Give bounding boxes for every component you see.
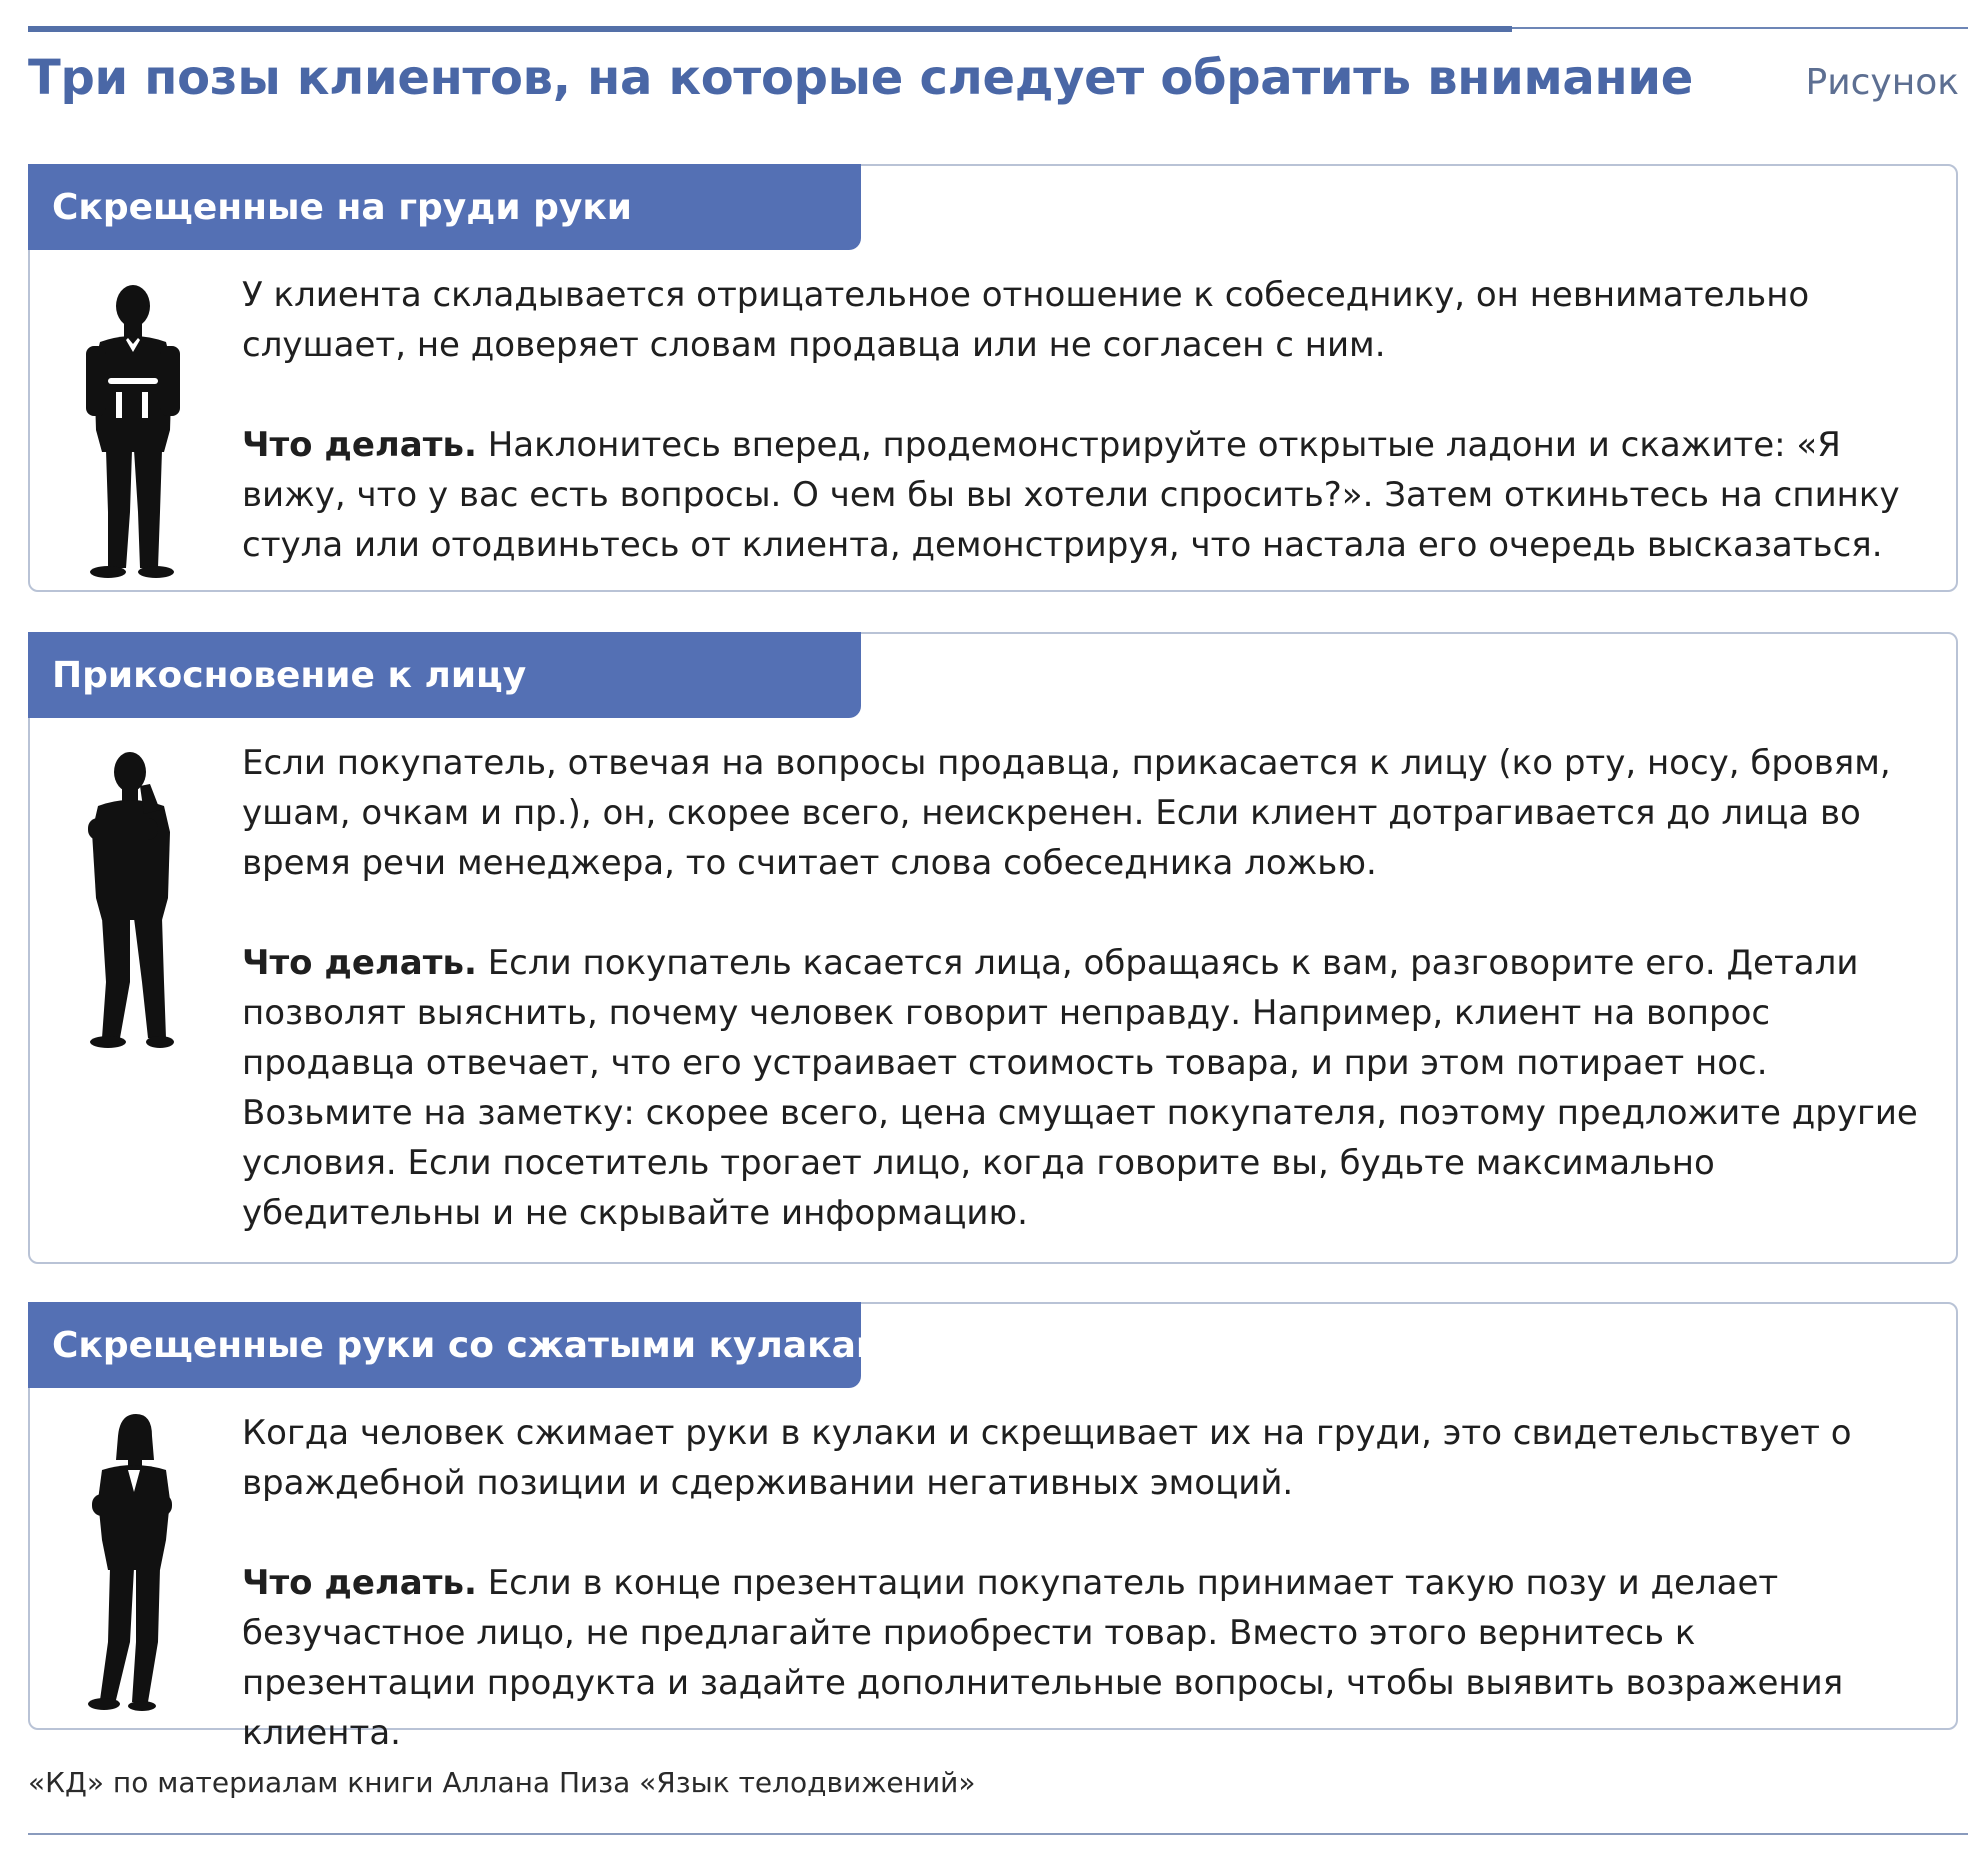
section-title: Скрещенные руки со сжатыми кулаками <box>52 1324 911 1366</box>
header-rule-thick <box>28 26 1512 32</box>
section-card-arms-crossed <box>28 164 1958 592</box>
section-card-touching-face <box>28 632 1958 1264</box>
source-note: «КД» по материалам книги Аллана Пиза «Язык телодвижений» <box>28 1766 976 1799</box>
section-header <box>28 164 861 250</box>
section-title: Скрещенные на груди руки <box>52 186 632 228</box>
action-label: Что делать. <box>242 1563 477 1603</box>
section-action <box>242 1558 1938 1758</box>
action-label: Что делать. <box>242 943 477 983</box>
section-header <box>28 1302 911 1388</box>
section-body <box>242 1408 1938 1758</box>
businesswoman-fists-crossed-silhouette-icon <box>78 1410 188 1710</box>
section-card-fists-crossed <box>28 1302 1958 1753</box>
page-title: Три позы клиентов, на которые следует обратить внимание <box>28 50 1693 106</box>
section-description: Если покупатель, отвечая на вопросы продавца, прикасается к лицу (ко рту, носу, бровям, ушам, очкам и пр.), он, скорее всего, неискренен. Если клиент дотрагивается до лица во время речи менеджера, то считает слова собеседника ложью. <box>242 743 1891 883</box>
header-rule-thin <box>1512 27 1968 29</box>
action-text: Наклонитесь вперед, продемонстрируйте открытые ладони и скажите: «Я вижу, что у вас есть вопросы. О чем бы вы хотели спросить?». Затем откиньтесь на спинку стула или отодвиньтесь от клиента, демонстрируя, что настала его очередь высказаться. <box>242 425 1900 565</box>
businessman-touching-face-silhouette-icon <box>78 748 188 1048</box>
section-action <box>242 420 1938 570</box>
action-text: Если покупатель касается лица, обращаясь к вам, разговорите его. Детали позволят выяснить, почему человек говорит неправду. Например, клиент на вопрос продавца отвечает, что его устраивает стоимость товара, и при этом потирает нос. Возьмите на заметку: скорее всего, цена смущает покупателя, поэтому предложите другие условия. Если посетитель трогает лицо, когда говорите вы, будьте максимально убедительны и не скрывайте информацию. <box>242 943 1918 1233</box>
action-label: Что делать. <box>242 425 477 465</box>
footer-rule <box>28 1833 1968 1835</box>
section-action <box>242 938 1938 1238</box>
section-description: Когда человек сжимает руки в кулаки и скрещивает их на груди, это свидетельствует о враждебной позиции и сдерживании негативных эмоций. <box>242 1413 1852 1503</box>
section-body <box>242 738 1938 1238</box>
action-text: Если в конце презентации покупатель принимает такую позу и делает безучастное лицо, не предлагайте приобрести товар. Вместо этого вернитесь к презентации продукта и задайте дополнительные вопросы, чтобы выявить возражения клиента. <box>242 1563 1844 1753</box>
section-body <box>242 270 1938 570</box>
section-title: Прикосновение к лицу <box>52 654 527 696</box>
businessman-arms-crossed-silhouette-icon <box>78 280 188 580</box>
section-header <box>28 632 861 718</box>
section-description: У клиента складывается отрицательное отношение к собеседнику, он невнимательно слушает, не доверяет словам продавца или не согласен с ним. <box>242 275 1810 365</box>
figure-label: Рисунок <box>1805 62 1959 103</box>
